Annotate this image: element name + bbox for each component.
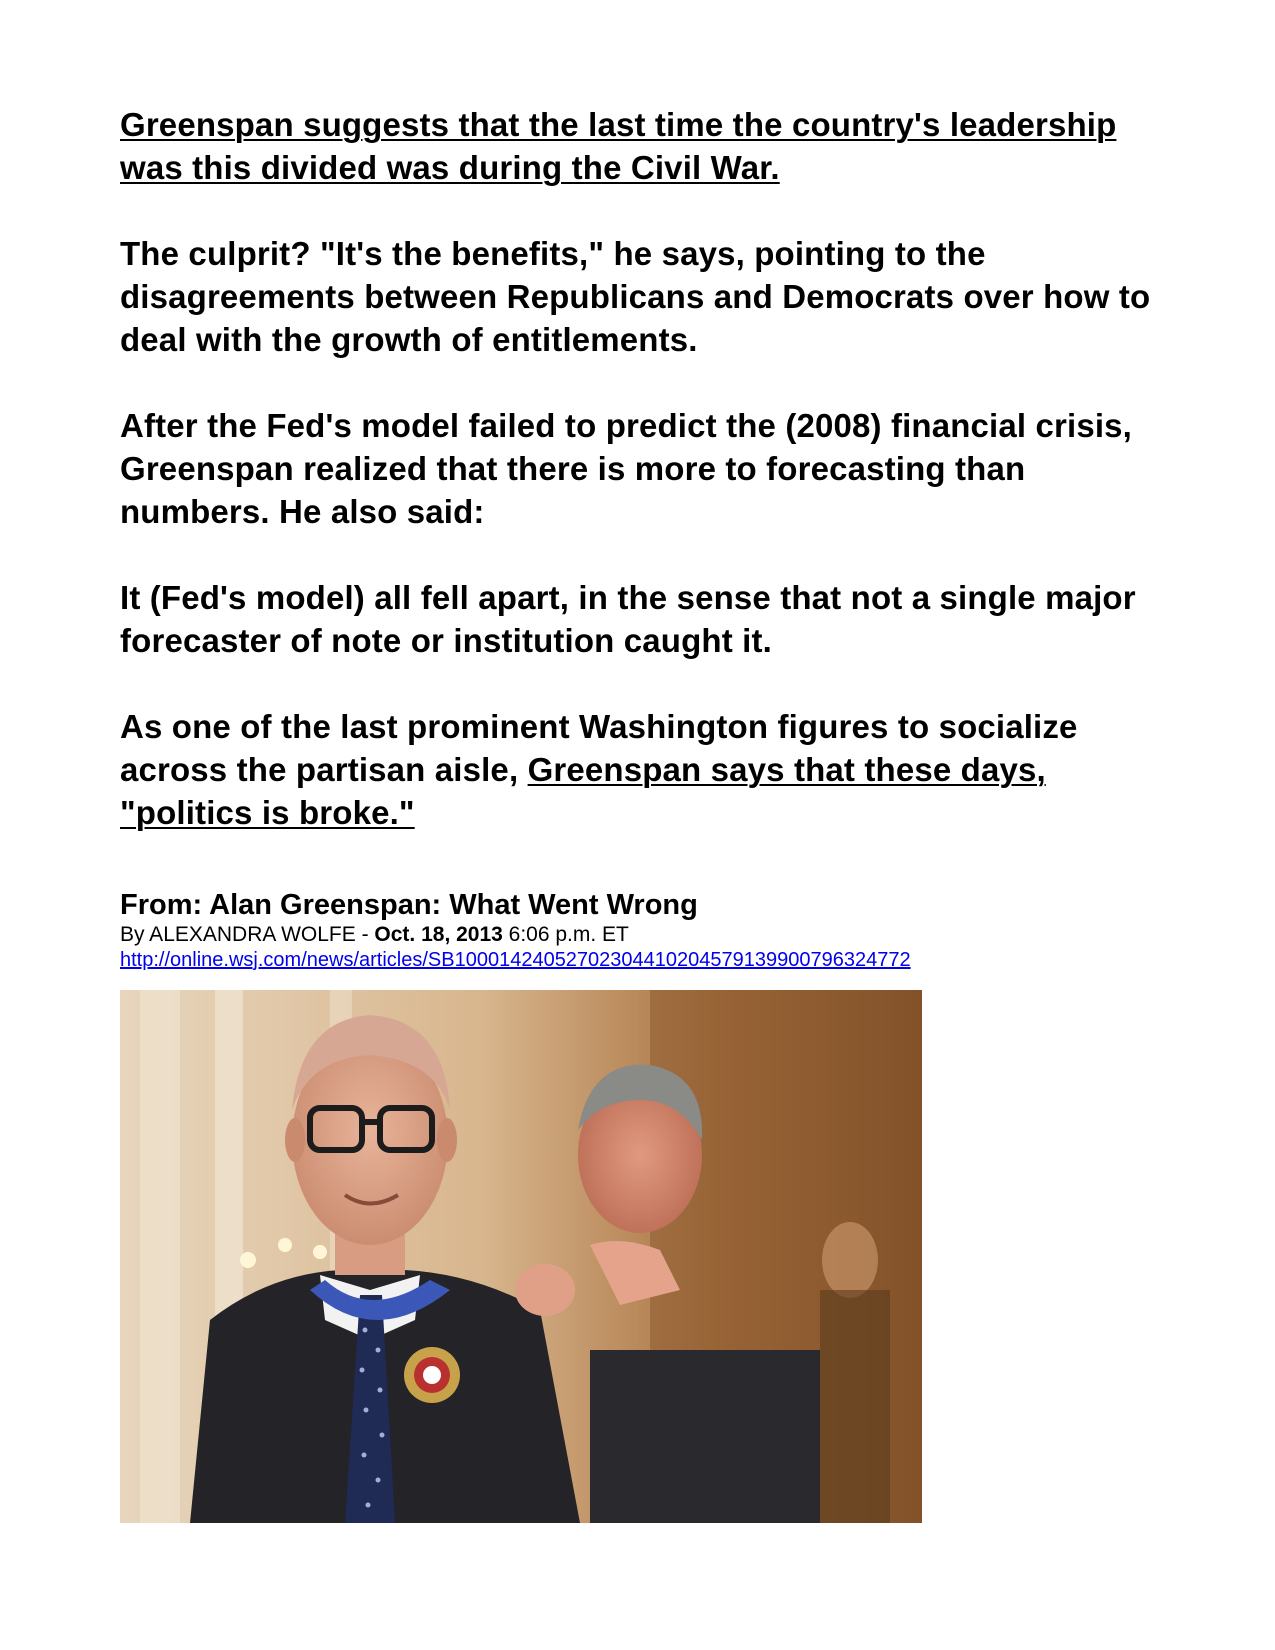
byline-time: 6:06 p.m. ET bbox=[502, 923, 629, 946]
medal-icon bbox=[404, 1347, 460, 1403]
byline bbox=[120, 922, 1180, 948]
source-citation bbox=[120, 888, 1180, 972]
byline-date: Oct. 18, 2013 bbox=[374, 923, 503, 946]
politics-plain-text: As one of the last prominent Washington figures to socialize across the partisan aisle, bbox=[120, 708, 1078, 788]
paragraph-civil-war bbox=[120, 103, 1180, 189]
paragraph-quote: It (Fed's model) all fell apart, in the sense that not a single major forecaster of note or institution caught it. bbox=[120, 579, 1136, 659]
paragraph-culprit: The culprit? "It's the benefits," he says, pointing to the disagreements between Republicans and Democrats over how to deal with the growth of entitlements. bbox=[120, 235, 1151, 358]
paragraph-politics bbox=[120, 705, 1180, 834]
byline-author: By ALEXANDRA WOLFE - bbox=[120, 923, 375, 946]
paragraph-fed-model: After the Fed's model failed to predict the (2008) financial crisis, Greenspan realized that there is more to forecasting than numbers. He also said: bbox=[120, 407, 1132, 530]
underlined-civil-war-sentence: Greenspan suggests that the last time the country's leadership was this divided was during the Civil War. bbox=[120, 106, 1117, 186]
medal-ceremony-photo bbox=[120, 990, 922, 1523]
source-title: From: Alan Greenspan: What Went Wrong bbox=[120, 889, 698, 921]
article-body bbox=[120, 103, 1180, 877]
article-photo bbox=[120, 990, 922, 1523]
source-link[interactable]: http://online.wsj.com/news/articles/SB10001424052702304410204579139900796324772 bbox=[120, 949, 911, 971]
underlined-politics-broke: Greenspan says that these days, "politics is broke." bbox=[120, 751, 1046, 831]
